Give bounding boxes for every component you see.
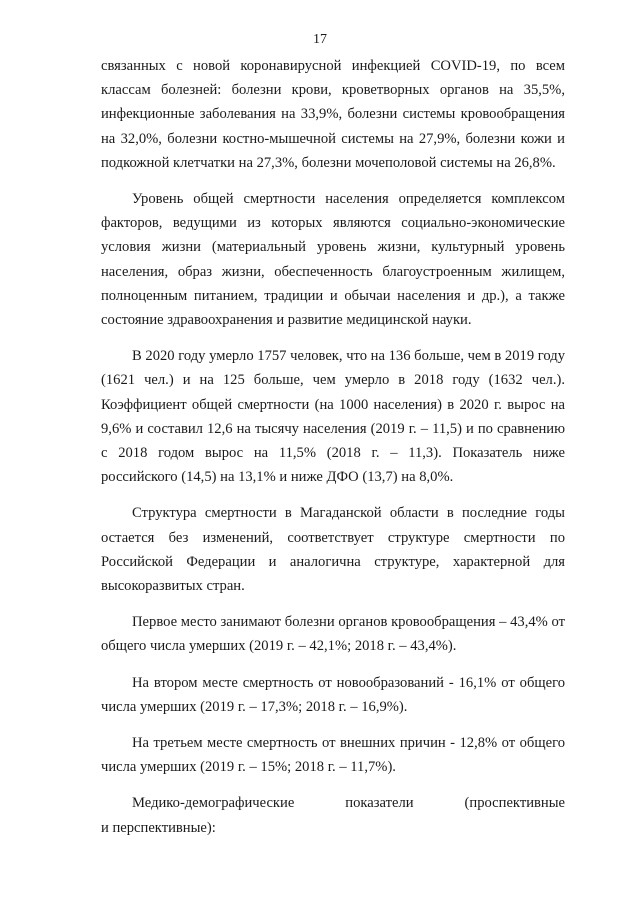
page-number: 17 <box>313 32 327 47</box>
paragraph-deaths-2020: В 2020 году умерло 1757 человек, что на 136 больше, чем в 2019 году (1621 чел.) и на 125 больше, чем умерло в 2018 году (1632 чел.). Коэффициент общей смертности (на 1000 населения) в 2020 г. вырос на 9,6% и составил 12,6 на тысячу населения (2019 г. – 11,5) и по сравнению с 2018 годом вырос на 11,5% (2018 г. – 11,3). Показатель ниже российского (14,5) на 13,1% и ниже ДФО (13,7) на 8,0%. <box>101 348 565 486</box>
body-text <box>101 54 565 840</box>
paragraph-mortality-structure: Структура смертности в Магаданской области в последние годы остается без изменений, соответствует структуре смертности по Российской Федерации и аналогична структуре, характерной для высокоразвитых стран. <box>101 505 565 595</box>
paragraph-mortality-factors: Уровень общей смертности населения определяется комплексом факторов, ведущими из которых являются социально-экономические условия жизни (материальный уровень жизни, культурный уровень населения, образ жизни, обеспеченность благоустроенным жилищем, полноценным питанием, традиции и обычаи населения и др.), а также состояние здравоохранения и развитие медицинской науки. <box>101 191 565 329</box>
paragraph-third-place: На третьем месте смертность от внешних причин - 12,8% от общего числа умерших (2019 г. – 15%; 2018 г. – 11,7%). <box>101 735 565 776</box>
paragraph-second-place: На втором месте смертность от новообразований - 16,1% от общего числа умерших (2019 г. – 17,3%; 2018 г. – 16,9%). <box>101 674 565 715</box>
paragraph-first-place: Первое место занимают болезни органов кровообращения – 43,4% от общего числа умерших (2019 г. – 42,1%; 2018 г. – 43,4%). <box>101 614 565 655</box>
paragraph-medical-demographic: Медико-демографические показатели (проспективные <box>132 795 565 812</box>
paragraph-covid-disease-classes: связанных с новой коронавирусной инфекцией COVID-19, по всем классам болезней: болезни крови, кроветворных органов на 35,5%, инфекционные заболевания на 33,9%, болезни системы кровообращения на 32,0%, болезни костно-мышечной системы на 27,9%, болезни кожи и подкожной клетчатки на 27,3%, болезни мочеполовой системы на 26,8%. <box>101 58 565 171</box>
paragraph-medical-demographic-continuation: и перспективные): <box>101 819 216 836</box>
